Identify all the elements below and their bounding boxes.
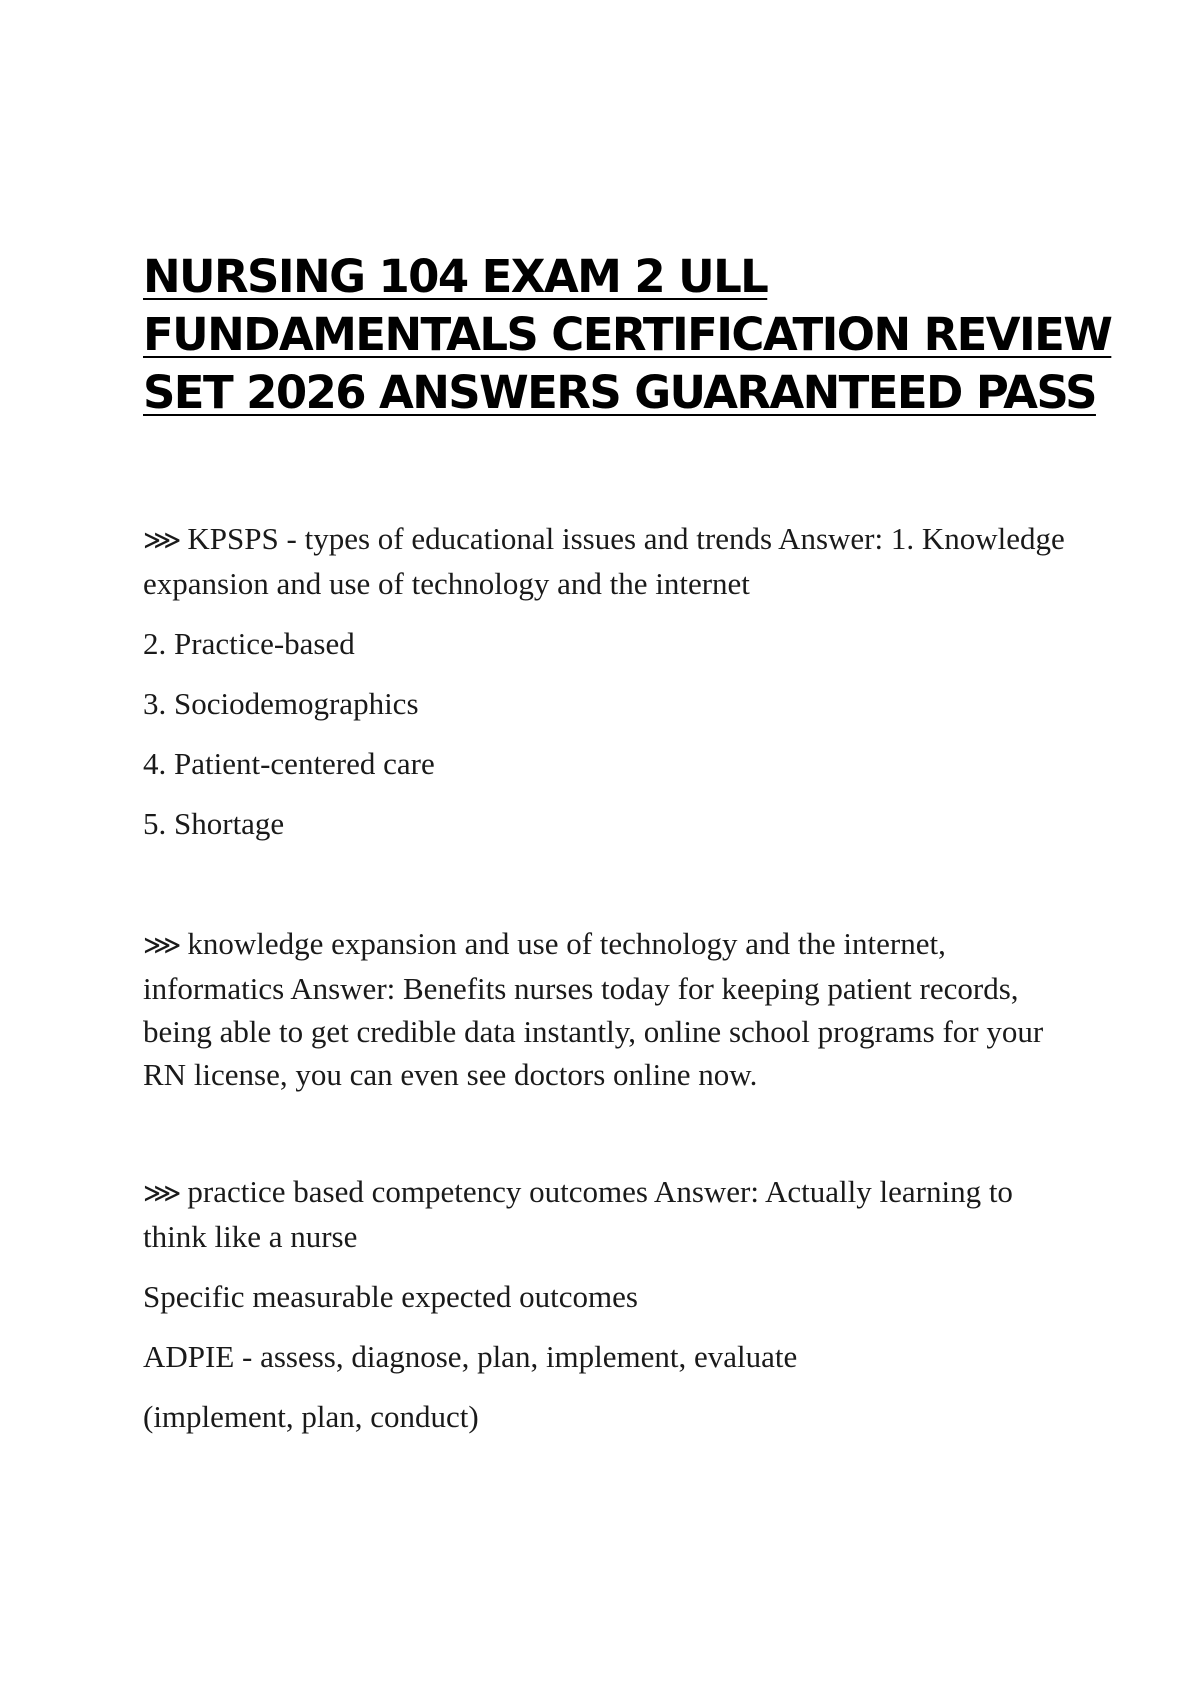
title-line (143, 248, 1073, 306)
bullet-arrow-icon: ⋙ (143, 525, 182, 556)
answer-line: 5. Shortage (143, 806, 285, 841)
answer-line: Specific measurable expected outcomes (143, 1279, 638, 1314)
answer-line: (implement, plan, conduct) (143, 1399, 479, 1434)
question-text: KPSPS - types of educational issues and trends Answer: 1. Knowledge expansion and use of technology and the internet (143, 521, 1065, 601)
qa-section (143, 1170, 1073, 1438)
title-line (143, 364, 1096, 422)
answer-line: 3. Sociodemographics (143, 686, 419, 721)
qa-section (143, 517, 1073, 845)
answer-line: ADPIE - assess, diagnose, plan, implement, evaluate (143, 1339, 798, 1374)
qa-section (143, 922, 1073, 1096)
question-answer (143, 922, 1073, 1096)
title-line-text: FUNDAMENTALS CERTIFICATION REVIEW (143, 308, 1112, 361)
question-text: knowledge expansion and use of technology and the internet, informatics Answer: Benefits nurses today for keeping patient records, being able to get credible data instantly, online school programs for your RN license, you can even see doctors online now. (143, 926, 1044, 1092)
title-line (143, 306, 1112, 364)
bullet-arrow-icon: ⋙ (143, 1178, 182, 1209)
document-title (143, 248, 1112, 422)
bullet-arrow-icon: ⋙ (143, 930, 182, 961)
title-line-text: NURSING 104 EXAM 2 ULL (143, 250, 768, 303)
answer-line: 2. Practice-based (143, 626, 355, 661)
question-answer (143, 517, 1073, 605)
title-line-text: SET 2026 ANSWERS GUARANTEED PASS (143, 366, 1096, 419)
question-text: practice based competency outcomes Answer: Actually learning to think like a nurse (143, 1174, 1013, 1254)
question-answer (143, 1170, 1073, 1258)
answer-line: 4. Patient-centered care (143, 746, 435, 781)
